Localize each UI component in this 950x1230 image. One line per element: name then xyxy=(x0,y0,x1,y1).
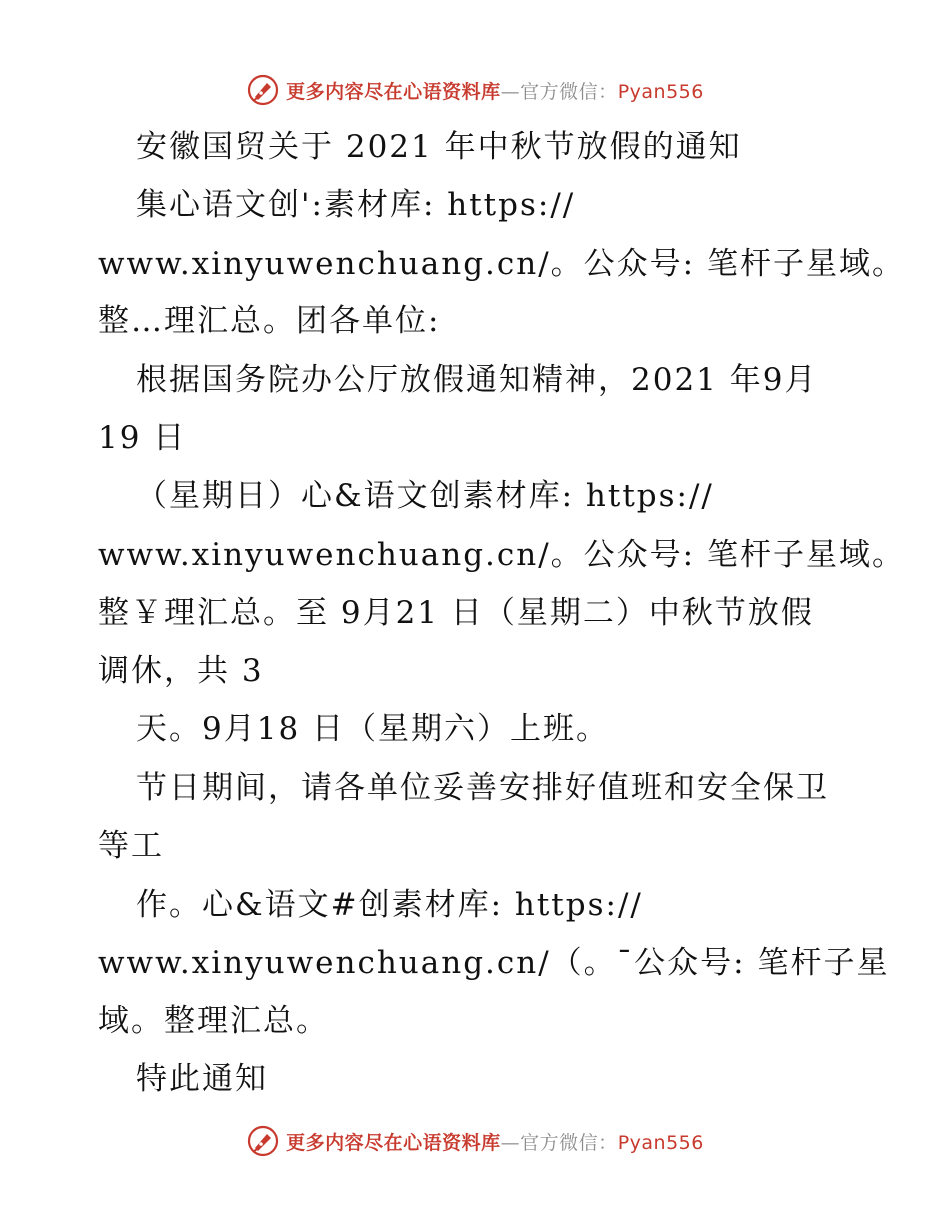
pen-nib-logo-icon xyxy=(246,1124,280,1158)
text-line: 整￥理汇总。至 9月21 日（星期二）中秋节放假 xyxy=(98,595,814,631)
text-line: 等工 xyxy=(98,828,164,864)
text-line: www.xinyuwenchuang.cn/。公众号: 笔杆子星域。 xyxy=(98,537,905,573)
text-line: www.xinyuwenchuang.cn/（。¯公众号: 笔杆子星 xyxy=(98,945,890,981)
text-line: 天。9月18 日（星期六）上班。 xyxy=(136,711,610,747)
banner-text xyxy=(286,1128,704,1155)
text-line: 作。心&语文#创素材库: https:// xyxy=(136,887,643,923)
text-line: 域。整理汇总。 xyxy=(98,1003,329,1039)
text-line: www.xinyuwenchuang.cn/。公众号: 笔杆子星域。 xyxy=(98,246,905,282)
text-line: （星期日）心&语文创素材库: https:// xyxy=(136,478,714,514)
closing-line: 特此通知 xyxy=(136,1061,268,1097)
footer-banner xyxy=(0,1121,950,1161)
banner-dash: — xyxy=(500,80,521,103)
text-line: 调休，共 3 xyxy=(98,653,264,689)
banner-wechat-id: Pyan556 xyxy=(617,1131,704,1154)
banner-wechat-label: 官方微信： xyxy=(520,1131,618,1154)
document-title: 安徽国贸关于 2021 年中秋节放假的通知 xyxy=(136,129,742,165)
banner-wechat-id: Pyan556 xyxy=(617,80,704,103)
banner-wechat-label: 官方微信： xyxy=(520,80,618,103)
text-line: 节日期间，请各单位妥善安排好值班和安全保卫 xyxy=(136,770,829,806)
banner-content xyxy=(246,1124,704,1158)
text-line: 集心语文创':素材库: https:// xyxy=(136,187,576,223)
banner-dash: — xyxy=(500,1131,521,1154)
banner-text-main: 更多内容尽在心语资料库 xyxy=(286,80,501,103)
banner-text-main: 更多内容尽在心语资料库 xyxy=(286,1131,501,1154)
text-line: 整…理汇总。团各单位: xyxy=(98,303,441,339)
text-line: 根据国务院办公厅放假通知精神，2021 年9月 xyxy=(136,362,818,398)
text-line: 19 日 xyxy=(98,420,187,456)
